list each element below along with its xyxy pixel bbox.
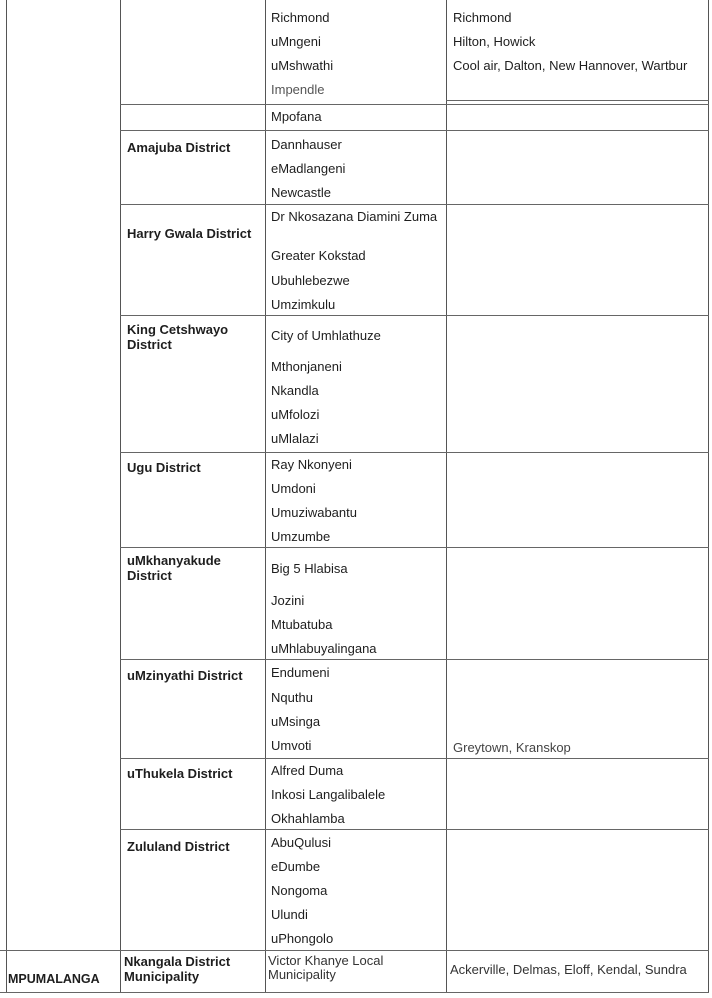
district-cell: uMkhanyakude District xyxy=(127,553,221,583)
district-cell: uThukela District xyxy=(127,766,233,781)
municipality-cell: Nkandla xyxy=(271,383,319,398)
towns-cell: Richmond xyxy=(453,10,512,25)
municipality-cell: Mpofana xyxy=(271,109,322,124)
district-cell: Zululand District xyxy=(127,839,230,854)
col-line-4 xyxy=(708,0,709,992)
row-line xyxy=(120,104,709,105)
municipality-cell: Jozini xyxy=(271,593,305,608)
municipality-cell: Impendle xyxy=(271,82,325,97)
row-line xyxy=(120,547,709,548)
row-line xyxy=(120,758,709,759)
municipality-cell: uMsinga xyxy=(271,714,321,729)
row-line xyxy=(120,315,709,316)
towns-cell: Greytown, Kranskop xyxy=(453,740,571,755)
towns-cell: Ackerville, Delmas, Eloff, Kendal, Sundra xyxy=(450,962,687,977)
municipality-cell: AbuQulusi xyxy=(271,835,331,850)
district-cell: Harry Gwala District xyxy=(127,226,252,241)
province-cell: MPUMALANGA xyxy=(8,972,100,986)
towns-cell: Cool air, Dalton, New Hannover, Wartbur xyxy=(453,58,688,73)
col-line-3 xyxy=(446,0,447,992)
municipality-cell: Umuziwabantu xyxy=(271,505,357,520)
municipality-cell: Dr Nkosazana Diamini Zuma xyxy=(271,209,438,224)
municipality-cell: Ulundi xyxy=(271,907,308,922)
municipality-cell: Mthonjaneni xyxy=(271,359,342,374)
municipality-cell: Alfred Duma xyxy=(271,763,344,778)
municipality-cell: Richmond xyxy=(271,10,330,25)
municipality-cell: Nquthu xyxy=(271,690,313,705)
district-cell: Amajuba District xyxy=(127,140,231,155)
municipality-cell: Victor Khanye Local Municipality xyxy=(268,953,384,982)
municipality-cell: Ray Nkonyeni xyxy=(271,457,352,472)
municipality-cell: Greater Kokstad xyxy=(271,248,366,263)
col-line-0 xyxy=(6,0,7,992)
municipality-cell: eMadlangeni xyxy=(271,161,346,176)
municipality-cell: Umdoni xyxy=(271,481,316,496)
municipality-cell: City of Umhlathuze xyxy=(271,328,381,343)
municipality-cell: Newcastle xyxy=(271,185,331,200)
municipality-cell: uMshwathi xyxy=(271,58,334,73)
municipality-cell: uMngeni xyxy=(271,34,321,49)
municipality-cell: uPhongolo xyxy=(271,931,334,946)
municipality-cell: uMlalazi xyxy=(271,431,319,446)
district-cell: Nkangala District Municipality xyxy=(124,954,231,984)
municipality-cell: Nongoma xyxy=(271,883,328,898)
row-line xyxy=(120,829,709,830)
row-line xyxy=(446,100,709,101)
row-line xyxy=(120,204,709,205)
municipality-cell: Inkosi Langalibalele xyxy=(271,787,386,802)
district-cell: Ugu District xyxy=(127,460,201,475)
municipality-cell: Umzimkulu xyxy=(271,297,336,312)
row-line xyxy=(0,992,709,993)
municipality-cell: Dannhauser xyxy=(271,137,342,152)
municipality-cell: Mtubatuba xyxy=(271,617,333,632)
row-line xyxy=(120,659,709,660)
municipality-cell: uMfolozi xyxy=(271,407,320,422)
district-cell: uMzinyathi District xyxy=(127,668,243,683)
municipality-cell: Big 5 Hlabisa xyxy=(271,561,348,576)
towns-cell: Hilton, Howick xyxy=(453,34,536,49)
municipality-cell: Umzumbe xyxy=(271,529,331,544)
municipality-cell: uMhlabuyalingana xyxy=(271,641,377,656)
row-line xyxy=(0,950,709,951)
municipality-cell: Umvoti xyxy=(271,738,312,753)
col-line-1 xyxy=(120,0,121,992)
municipality-cell: Endumeni xyxy=(271,665,330,680)
municipality-cell: Ubuhlebezwe xyxy=(271,273,350,288)
municipality-cell: eDumbe xyxy=(271,859,321,874)
row-line xyxy=(120,130,709,131)
municipality-cell: Okhahlamba xyxy=(271,811,345,826)
district-cell: King Cetshwayo District xyxy=(127,322,229,352)
row-line xyxy=(120,452,709,453)
